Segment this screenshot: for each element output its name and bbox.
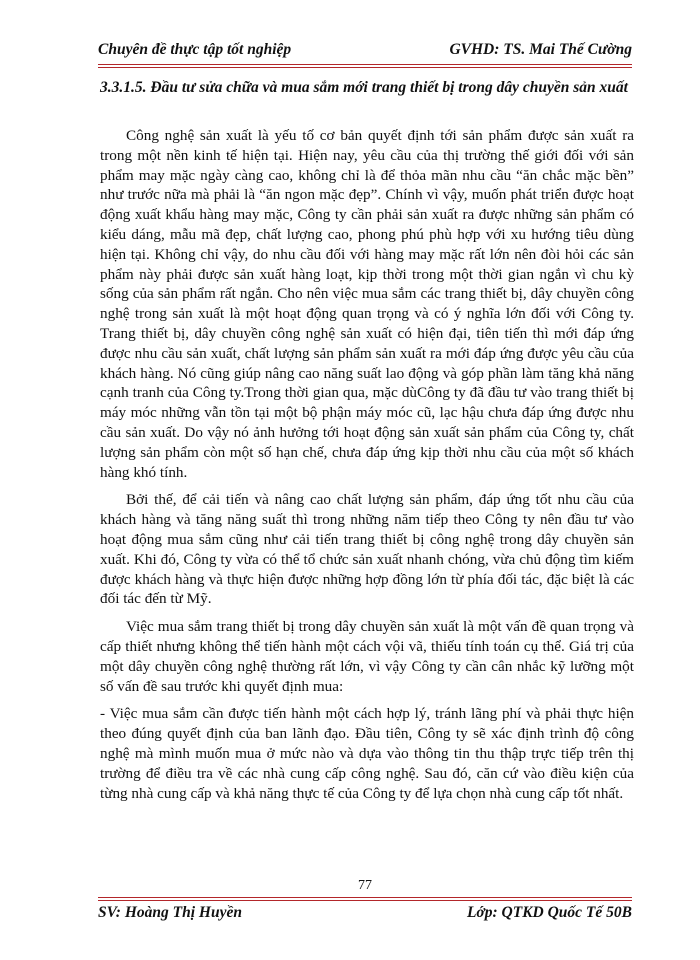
body-text: [100, 126, 634, 811]
header-rule-secondary: [98, 67, 632, 68]
section-heading: 3.3.1.5. Đầu tư sửa chữa và mua sắm mới trang thiết bị trong dây chuyền sản xuất: [100, 79, 628, 96]
header-document-title: Chuyên đề thực tập tốt nghiệp: [98, 41, 292, 58]
paragraph-2: Bởi thế, để cải tiến và nâng cao chất lượng sản phẩm, đáp ứng tốt nhu cầu của khách hàng và tăng năng suất thì trong những năm tiếp theo Công ty nên đầu tư vào hoạt động mua sắm cũng như cải tiến trang thiết bị công nghệ trong dây chuyền sản xuất. Khi đó, Công ty vừa có thể tổ chức sản xuất nhanh chóng, vừa chủ động tìm kiếm được khách hàng và thực hiện được những hợp đồng lớn từ phía đối tác, đặc biệt là các đối tác đến từ Mỹ.: [100, 491, 634, 608]
footer-rule: [98, 897, 632, 898]
header-rule: [98, 64, 632, 65]
header-supervisor: GVHD: TS. Mai Thế Cường: [449, 41, 632, 58]
page-number: 77: [358, 878, 372, 893]
paragraph-3: Việc mua sắm trang thiết bị trong dây chuyền sản xuất là một vấn đề quan trọng và cấp thiết nhưng không thể tiến hành một cách vội vã, thiếu tính toán cụ thể. Giá trị của một dây chuyền công nghệ thường rất lớn, vì vậy Công ty cần cân nhắc kỹ lưỡng một số vấn đề sau trước khi quyết định mua:: [100, 618, 634, 695]
page-footer: [98, 903, 632, 923]
footer-rule-secondary: [98, 900, 632, 901]
paragraph-1: Công nghệ sản xuất là yếu tố cơ bản quyết định tới sản phẩm được sản xuất ra trong một nền kinh tế hiện tại. Hiện nay, yêu cầu của thị trường thế giới đối với sản phẩm may mặc ngày càng cao, không chỉ là để thỏa mãn nhu cầu “ăn chắc mặc bền” như trước nữa mà phải là “ăn ngon mặc đẹp”. Chính vì vậy, muốn phát triển được hoạt động xuất khẩu hàng may mặc, Công ty cần phải sản xuất ra được những sản phẩm có kiểu dáng, mẫu mã đẹp, chất lượng cao, phong phú phù hợp với xu hướng tiêu dùng hiện tại. Không chỉ vậy, do nhu cầu đối với hàng may mặc rất lớn nên đòi hỏi các sản phẩm này phải được sản xuất hàng loạt, kịp thời trong một thời gian ngắn vì chu kỳ sống của sản phẩm rất ngắn. Cho nên việc mua sắm các trang thiết bị, dây chuyền công nghệ trong sản xuất là một hoạt động quan trọng và có ý nghĩa lớn đối với Công ty. Trang thiết bị, dây chuyền công nghệ sản xuất có hiện đại, tiên tiến thì mới đáp ứng được nhu cầu sản xuất, chất lượng sản phẩm sản xuất ra mới đáp ứng được yêu cầu của khách hàng. Nó cũng giúp nâng cao năng suất lao động và góp phần làm tăng khả năng cạnh tranh của Công ty.Trong thời gian qua, mặc dùCông ty đã đầu tư vào trang thiết bị máy móc những vẫn tồn tại một bộ phận máy móc cũ, lạc hậu chưa đáp ứng được nhu cầu sản xuất. Do vậy nó ảnh hưởng tới hoạt động sản xuất sản phẩm của Công ty, chất lượng sản phẩm còn một số hạn chế, chưa đáp ứng kịp thời nhu cầu của một số khách hàng khó tính.: [100, 127, 634, 481]
footer-class: Lớp: QTKD Quốc Tế 50B: [466, 904, 632, 921]
paragraph-4-bullet: - Việc mua sắm cần được tiến hành một cách hợp lý, tránh lãng phí và phải thực hiện theo đúng quyết định của ban lãnh đạo. Đầu tiên, Công ty sẽ xác định trình độ công nghệ mà mình muốn mua ở mức nào và dựa vào thông tin thu thập trực tiếp trên thị trường để điều tra về các nhà cung cấp công nghệ. Sau đó, căn cứ vào điều kiện của từng nhà cung cấp và khả năng thực tế của Công ty để lựa chọn nhà cung cấp tốt nhất.: [100, 705, 634, 802]
page-header: [98, 40, 632, 60]
footer-student: SV: Hoàng Thị Huyền: [98, 904, 242, 921]
